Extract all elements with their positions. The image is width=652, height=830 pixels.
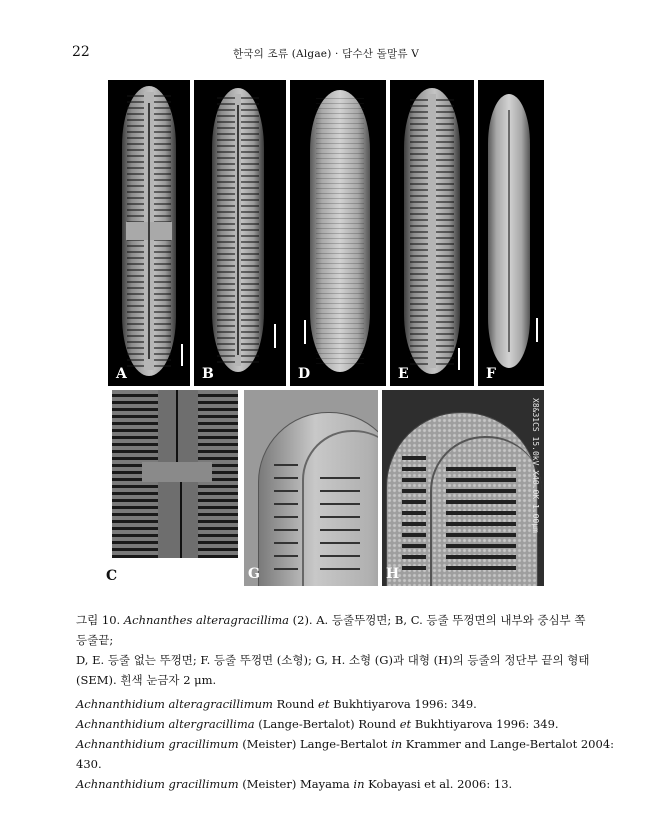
panel-label-g: G (248, 566, 260, 582)
caption-line-1 (76, 610, 596, 650)
panel-label-e: E (398, 366, 409, 382)
synonym-list (76, 694, 616, 794)
panel-label-a: A (116, 366, 127, 382)
synonym-item: Achnanthidium altergracillima (Lange-Bertalot) Round et Bukhtiyarova 1996: 349. (76, 717, 559, 731)
panel-label-d: D (298, 366, 311, 382)
caption-prefix: 그림 10. (76, 613, 121, 627)
figure-caption (76, 610, 596, 690)
panel-a-image (108, 80, 190, 386)
panel-c-image (112, 390, 238, 558)
panel-h-image (382, 390, 544, 586)
page-number: 22 (72, 44, 90, 60)
caption-line-2: D, E. 등줄 없는 뚜껑면; F. 등줄 뚜껑면 (소형); G, H. 소형 (G)과 대형 (H)의 등줄의 정단부 끝의 형태 (76, 653, 590, 667)
panel-b-image (194, 80, 286, 386)
panel-label-c: C (106, 568, 118, 584)
panel-label-h: H (386, 566, 400, 582)
panel-g-image (244, 390, 378, 586)
panel-d-image (290, 80, 386, 386)
sem-scale-label: X8&31CS 15.0kV X40.0K 1.00μm (531, 398, 540, 533)
caption-line-3: (SEM). 흰색 눈금자 2 μm. (76, 673, 217, 687)
synonym-item: Achnanthidium alteragracillimum Round et Bukhtiyarova 1996: 349. (76, 697, 477, 711)
panel-e-image (390, 80, 474, 386)
caption-line-1-rest: (2). A. 등줄뚜껑면; B, C. 등줄 뚜껑면의 내부와 중심부 쪽 등줄끝; (76, 613, 586, 647)
panel-label-f: F (486, 366, 496, 382)
running-title: 한국의 조류 (Algae) · 담수산 돌말류 V (232, 48, 420, 60)
caption-species: Achnanthes alteragracillima (123, 613, 289, 627)
panel-f-image (478, 80, 544, 386)
synonym-item: Achnanthidium gracillimum (Meister) Mayama in Kobayasi et al. 2006: 13. (76, 777, 513, 791)
panel-label-b: B (202, 366, 214, 382)
synonym-item: Achnanthidium gracillimum (Meister) Lange-Bertalot in Krammer and Lange-Bertalot 2004: 430. (76, 737, 615, 771)
